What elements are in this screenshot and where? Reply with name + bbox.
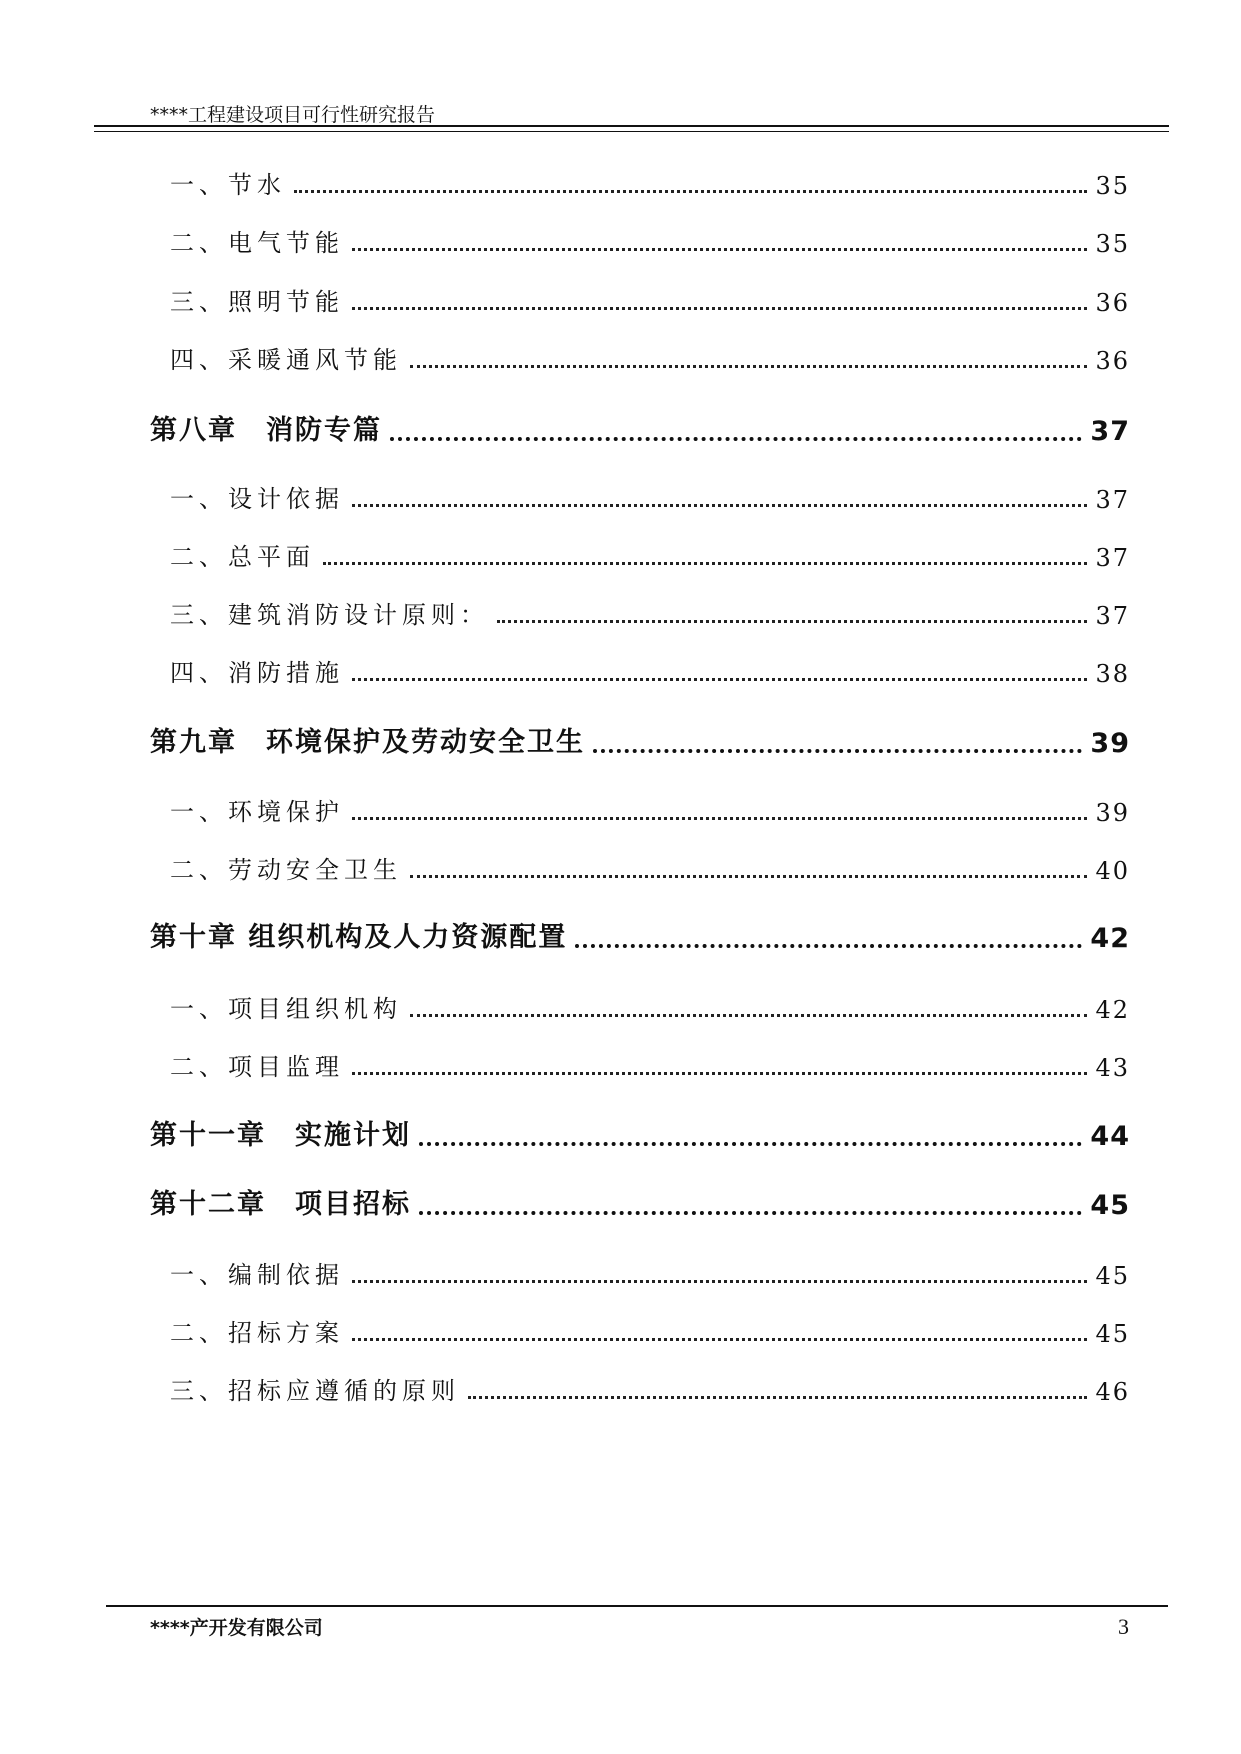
toc-entry-label: 第十二章 项目招标 bbox=[150, 1189, 411, 1220]
toc-entry-page: 37 bbox=[1095, 544, 1130, 572]
header-title: ****工程建设项目可行性研究报告 bbox=[150, 104, 436, 126]
toc-entry-section[interactable] bbox=[150, 1308, 1130, 1348]
toc-entry-label: 二、劳动安全卫生 bbox=[170, 856, 402, 884]
toc-entry-page: 42 bbox=[1095, 996, 1130, 1024]
toc-entry-page: 39 bbox=[1095, 799, 1130, 827]
toc-dot-leader bbox=[352, 1072, 1087, 1075]
toc-entry-label: 第十一章 实施计划 bbox=[150, 1120, 411, 1151]
toc-dot-leader bbox=[419, 1211, 1082, 1215]
toc-dot-leader bbox=[593, 749, 1082, 753]
toc-entry-label: 一、项目组织机构 bbox=[170, 995, 402, 1023]
toc-entry-page: 38 bbox=[1095, 660, 1130, 688]
toc-dot-leader bbox=[497, 620, 1087, 623]
toc-entry-section[interactable] bbox=[150, 335, 1130, 375]
toc-entry-label: 三、照明节能 bbox=[170, 288, 344, 316]
toc-entry-page: 36 bbox=[1095, 289, 1130, 317]
toc-entry-label: 二、项目监理 bbox=[170, 1053, 344, 1081]
toc-entry-label: 二、电气节能 bbox=[170, 229, 344, 257]
toc-dot-leader bbox=[410, 1014, 1087, 1017]
toc-dot-leader bbox=[352, 248, 1087, 251]
toc-dot-leader bbox=[468, 1396, 1087, 1399]
toc-entry-section[interactable] bbox=[150, 218, 1130, 258]
toc-entry-chapter[interactable] bbox=[150, 719, 1130, 759]
toc-entry-page: 44 bbox=[1090, 1121, 1130, 1152]
toc-dot-leader bbox=[410, 875, 1087, 878]
toc-entry-chapter[interactable] bbox=[150, 1112, 1130, 1152]
toc-entry-label: 四、采暖通风节能 bbox=[170, 346, 402, 374]
header-rule-thick bbox=[94, 125, 1169, 127]
toc-entry-section[interactable] bbox=[150, 787, 1130, 827]
toc-entry-section[interactable] bbox=[150, 474, 1130, 514]
header-rule-thin bbox=[94, 131, 1169, 132]
toc-entry-section[interactable] bbox=[150, 277, 1130, 317]
toc-entry-page: 46 bbox=[1095, 1378, 1130, 1406]
toc-entry-section[interactable] bbox=[150, 1042, 1130, 1082]
toc-dot-leader bbox=[352, 1338, 1087, 1341]
toc-dot-leader bbox=[352, 504, 1087, 507]
toc-dot-leader bbox=[352, 678, 1087, 681]
toc-entry-chapter[interactable] bbox=[150, 1181, 1130, 1221]
toc-entry-page: 42 bbox=[1090, 923, 1130, 954]
toc-dot-leader bbox=[294, 190, 1087, 193]
toc-dot-leader bbox=[352, 1280, 1087, 1283]
toc-entry-section[interactable] bbox=[150, 532, 1130, 572]
toc-entry-page: 45 bbox=[1090, 1190, 1130, 1221]
toc-entry-page: 40 bbox=[1095, 857, 1130, 885]
toc-entry-page: 37 bbox=[1090, 416, 1130, 447]
toc-entry-label: 四、消防措施 bbox=[170, 659, 344, 687]
toc-entry-page: 45 bbox=[1095, 1320, 1130, 1348]
footer-page-number: 3 bbox=[1118, 1614, 1129, 1639]
toc-dot-leader bbox=[352, 817, 1087, 820]
toc-entry-section[interactable] bbox=[150, 1366, 1130, 1406]
toc-dot-leader bbox=[390, 437, 1082, 441]
toc-entry-section[interactable] bbox=[150, 1250, 1130, 1290]
toc-entry-label: 二、招标方案 bbox=[170, 1319, 344, 1347]
toc-entry-page: 39 bbox=[1090, 728, 1130, 759]
toc-entry-section[interactable] bbox=[150, 590, 1130, 630]
toc-dot-leader bbox=[323, 562, 1087, 565]
toc-entry-chapter[interactable] bbox=[150, 914, 1130, 954]
toc-entry-page: 37 bbox=[1095, 602, 1130, 630]
toc-entry-section[interactable] bbox=[150, 648, 1130, 688]
toc-entry-chapter[interactable] bbox=[150, 407, 1130, 447]
toc-entry-label: 一、设计依据 bbox=[170, 485, 344, 513]
toc-entry-page: 36 bbox=[1095, 347, 1130, 375]
toc-entry-section[interactable] bbox=[150, 984, 1130, 1024]
toc-entry-label: 一、节水 bbox=[170, 171, 286, 199]
toc-entry-page: 35 bbox=[1095, 230, 1130, 258]
toc-dot-leader bbox=[575, 944, 1082, 948]
toc-entry-label: 三、招标应遵循的原则 bbox=[170, 1377, 460, 1405]
toc-entry-section[interactable] bbox=[150, 160, 1130, 200]
toc-entry-page: 43 bbox=[1095, 1054, 1130, 1082]
toc-entry-label: 第十章 组织机构及人力资源配置 bbox=[150, 922, 568, 953]
toc-entry-label: 三、建筑消防设计原则： bbox=[170, 601, 489, 629]
toc-dot-leader bbox=[419, 1142, 1082, 1146]
toc-entry-label: 一、环境保护 bbox=[170, 798, 344, 826]
toc-entry-label: 二、总平面 bbox=[170, 543, 315, 571]
toc-entry-label: 第八章 消防专篇 bbox=[150, 415, 382, 446]
toc-dot-leader bbox=[410, 365, 1087, 368]
footer-rule bbox=[106, 1605, 1168, 1607]
toc-dot-leader bbox=[352, 307, 1087, 310]
toc-entry-label: 第九章 环境保护及劳动安全卫生 bbox=[150, 727, 585, 758]
toc-entry-page: 37 bbox=[1095, 486, 1130, 514]
toc-entry-page: 45 bbox=[1095, 1262, 1130, 1290]
footer-company: ****产开发有限公司 bbox=[150, 1617, 323, 1639]
toc-entry-section[interactable] bbox=[150, 845, 1130, 885]
toc-entry-label: 一、编制依据 bbox=[170, 1261, 344, 1289]
toc-entry-page: 35 bbox=[1095, 172, 1130, 200]
